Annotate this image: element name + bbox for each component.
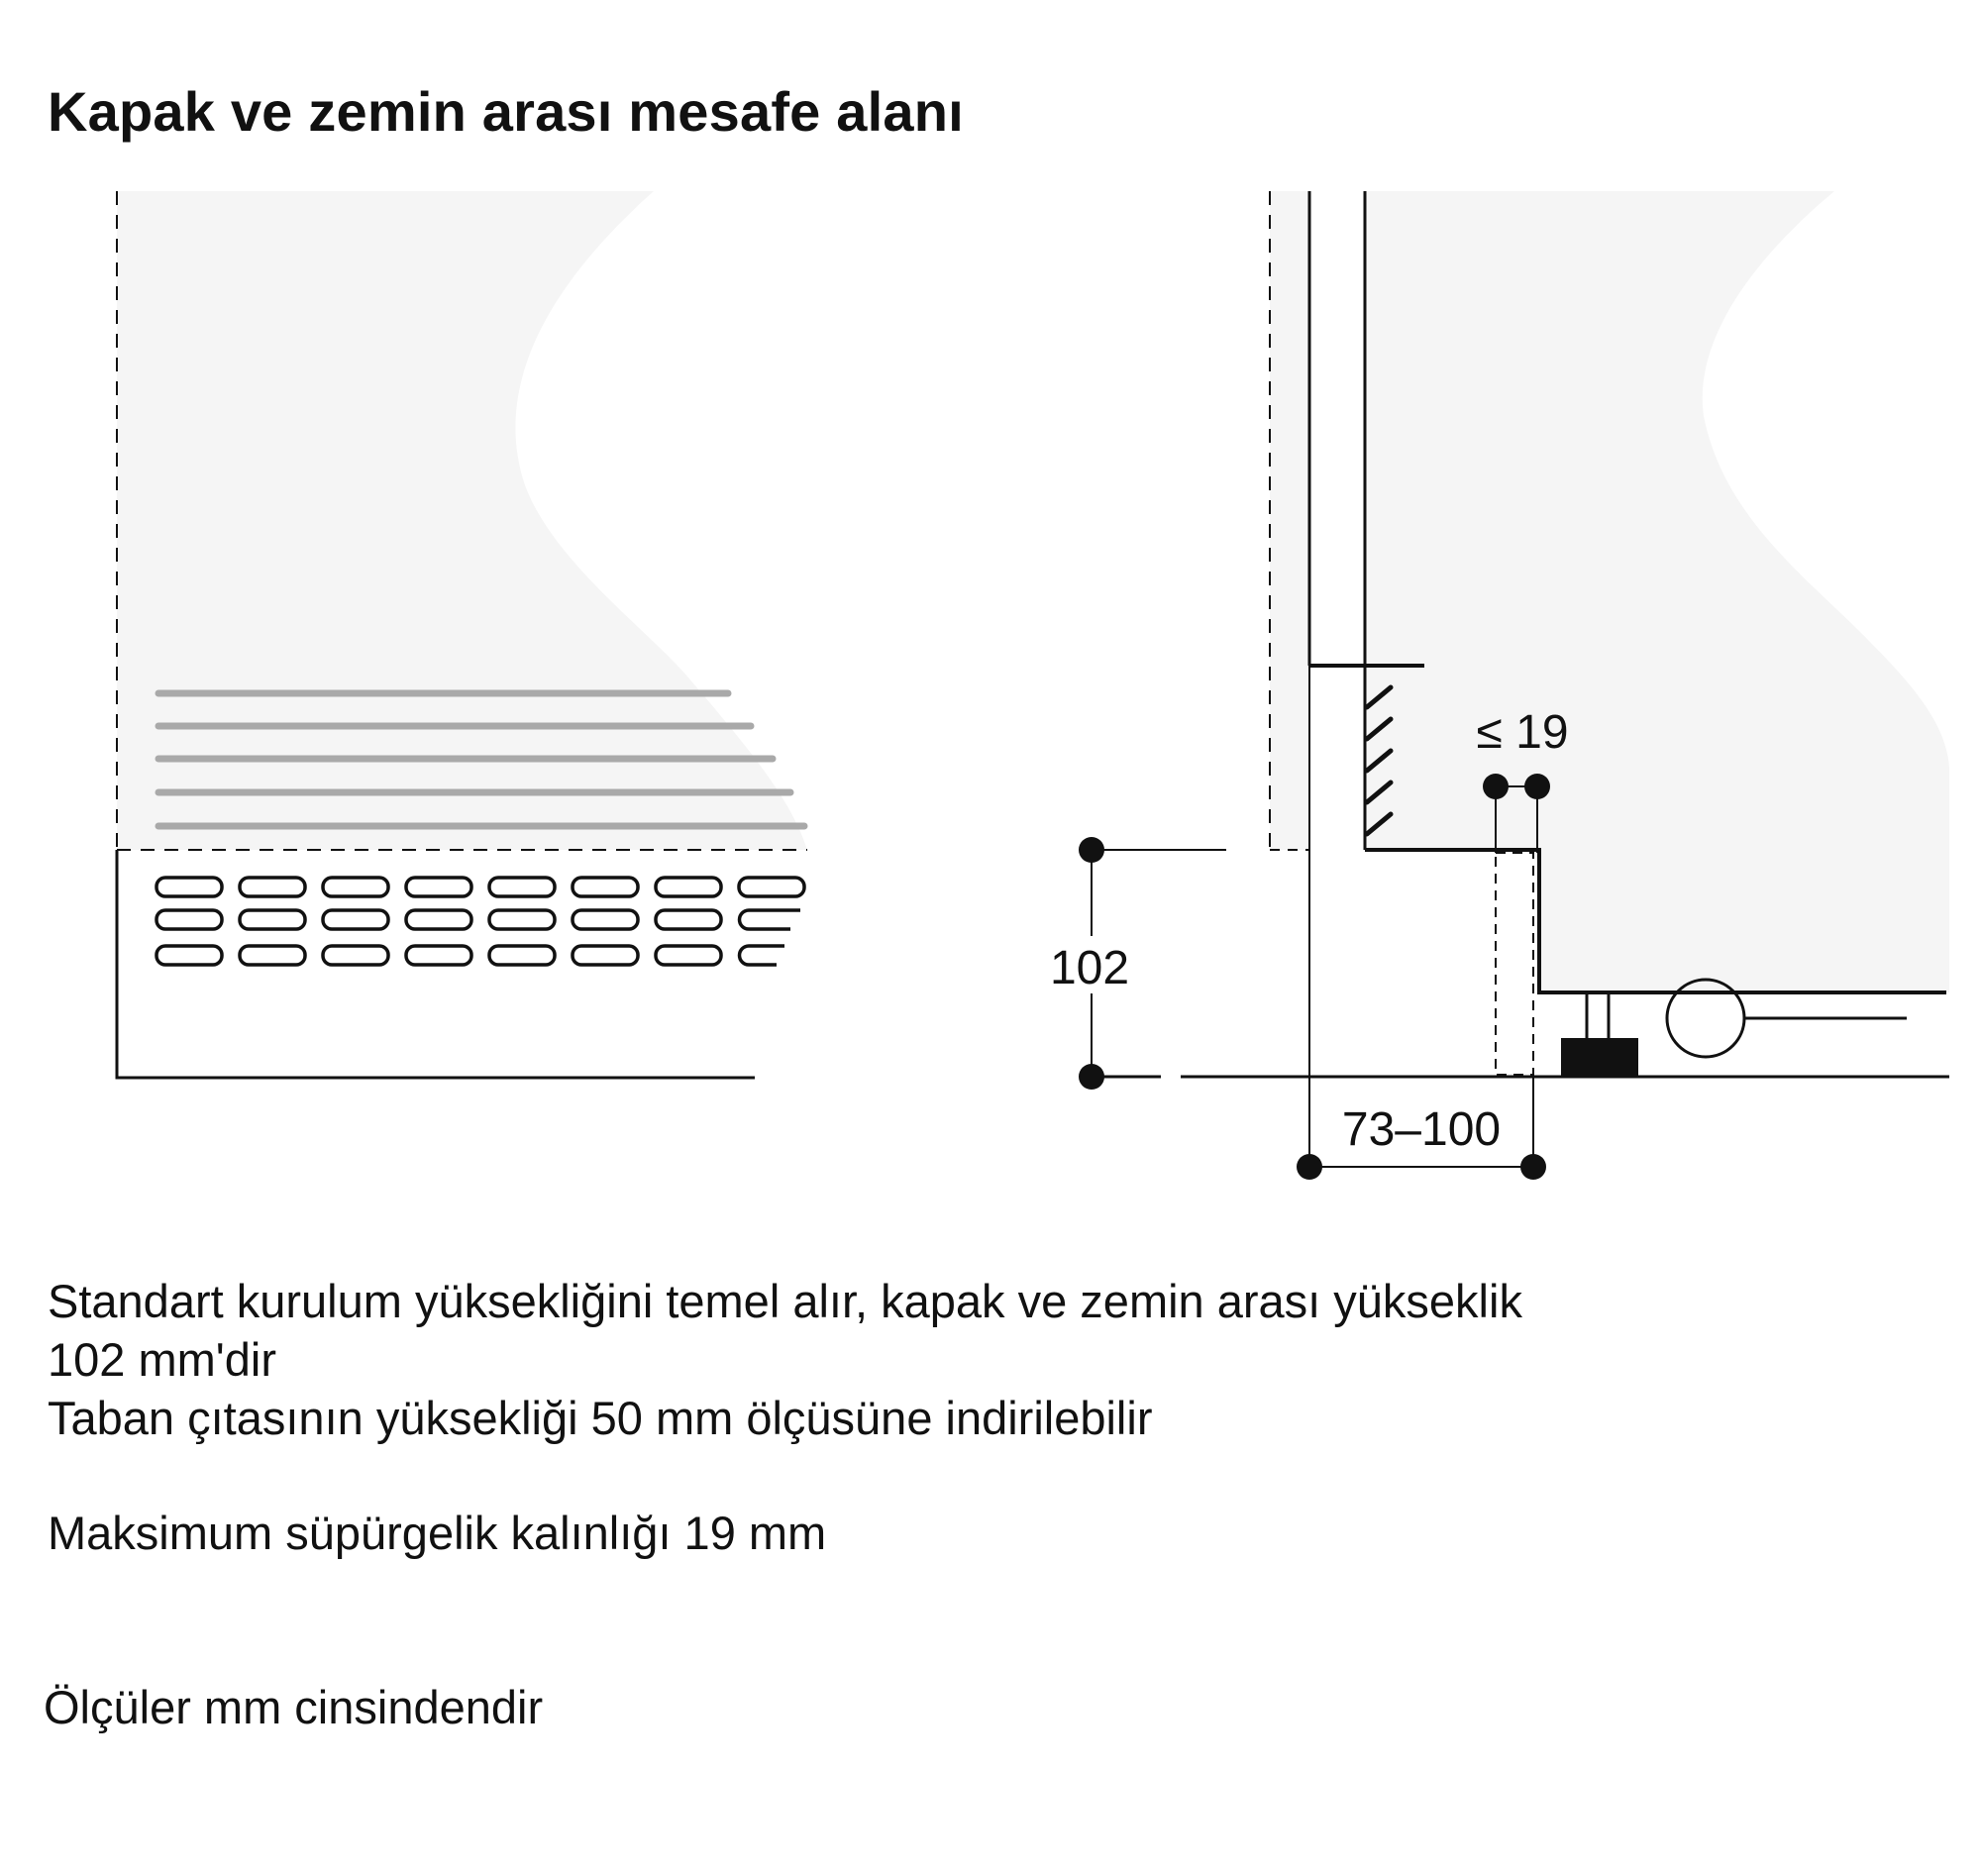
cabinet-body-panel xyxy=(1365,191,1949,992)
skirting-board-dashed xyxy=(1496,853,1533,1075)
door-side-fill xyxy=(1270,191,1309,850)
skirting-dimension-label: ≤ 19 xyxy=(1476,706,1569,759)
page-title: Kapak ve zemin arası mesafe alanı xyxy=(48,80,964,143)
note-line-1: Standart kurulum yüksekliğini temel alır, kapak ve zemin arası yükseklik xyxy=(48,1275,1522,1327)
appliance-front-panel xyxy=(117,191,807,850)
note-line-4: Maksimum süpürgelik kalınlığı 19 mm xyxy=(48,1507,827,1559)
side-section-view xyxy=(1040,191,1949,1180)
plinth-vent-slots xyxy=(156,878,804,965)
depth-dimension-label: 73–100 xyxy=(1341,1103,1502,1156)
note-line-3: Taban çıtasının yüksekliği 50 mm ölçüsüne indirilebilir xyxy=(48,1392,1153,1444)
depth-dimension xyxy=(1297,1077,1546,1180)
height-dimension-label: 102 xyxy=(1049,942,1130,994)
adjustable-foot xyxy=(1561,992,1638,1076)
height-dimension xyxy=(1040,837,1226,1090)
front-view xyxy=(117,191,807,1078)
note-line-2: 102 mm'dir xyxy=(48,1333,276,1386)
note-line-5: Ölçüler mm cinsindendir xyxy=(44,1681,544,1733)
